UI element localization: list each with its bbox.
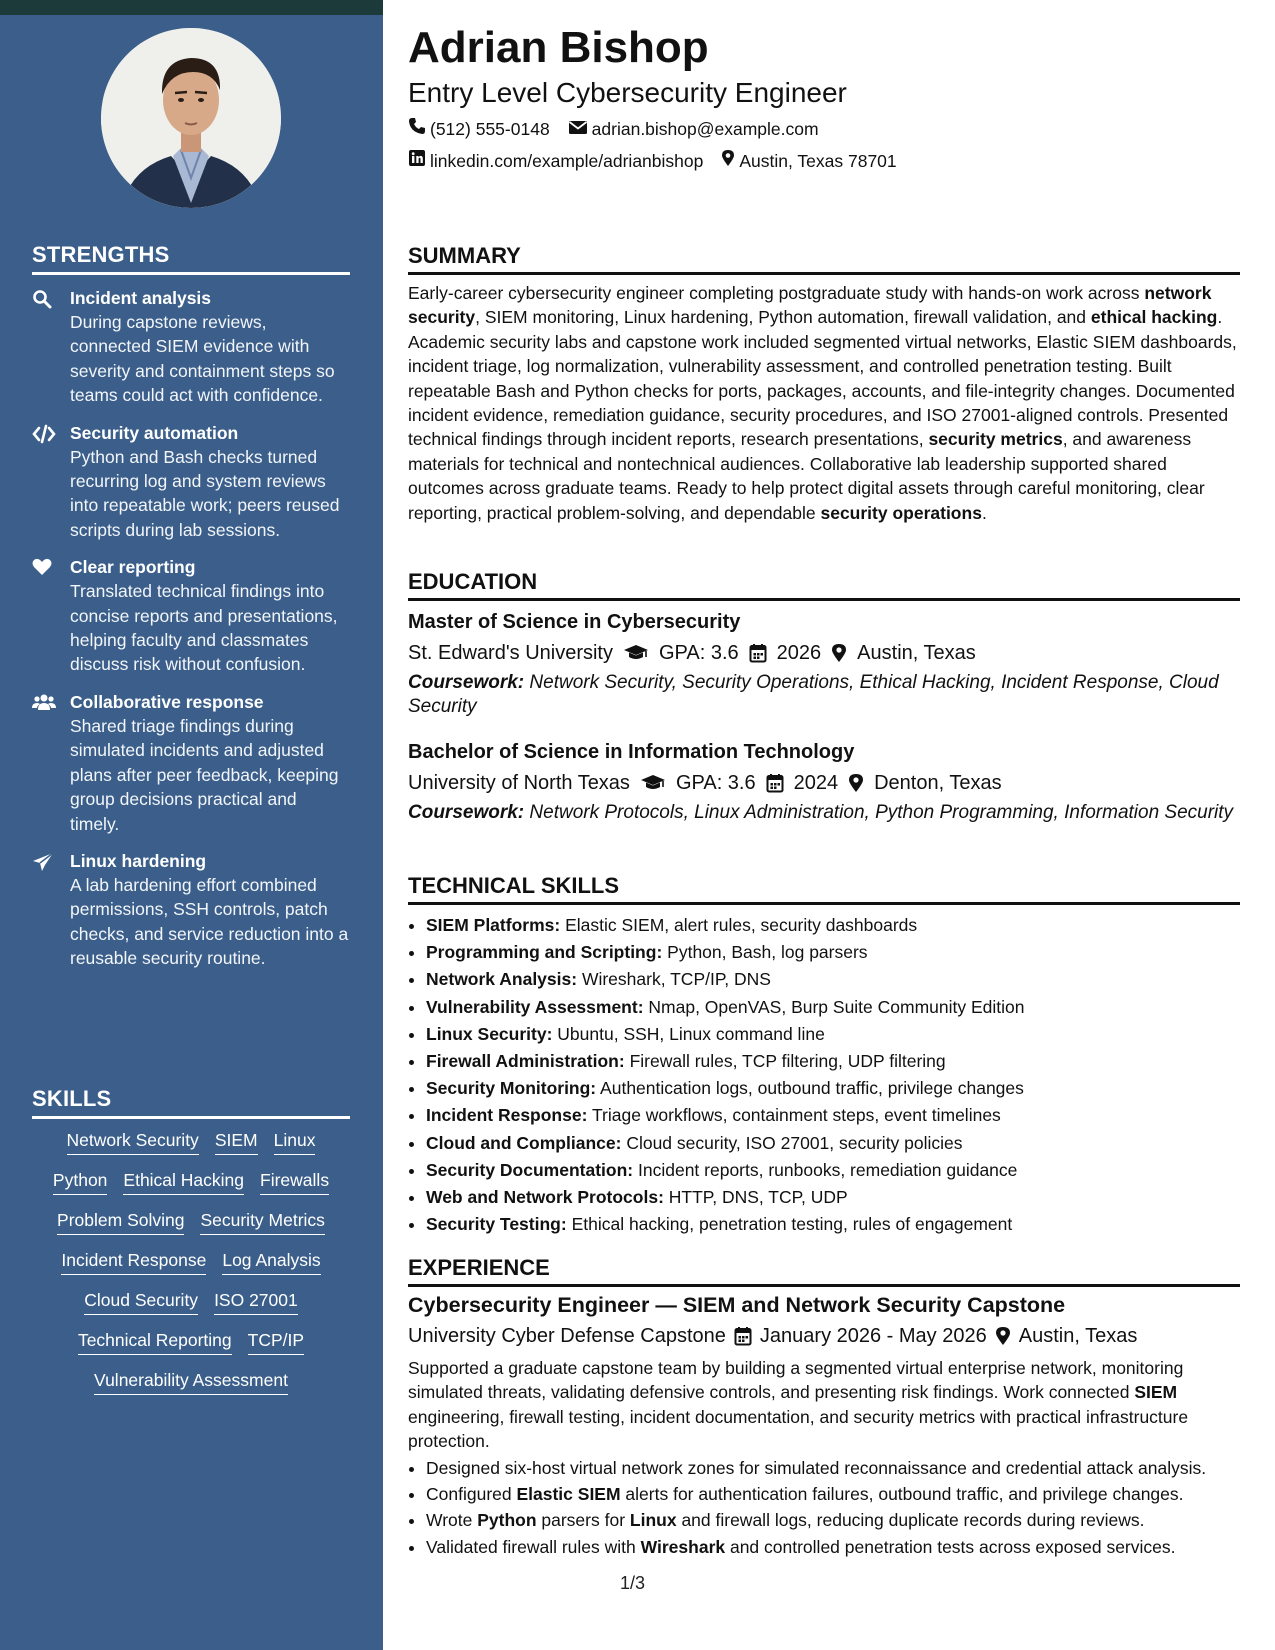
experience-entry	[408, 1292, 1240, 1559]
map-pin-icon	[831, 643, 847, 663]
skill-tag[interactable]: Technical Reporting	[78, 1328, 232, 1355]
skill-tag[interactable]: Python	[53, 1168, 107, 1195]
tech-skill-value: Ethical hacking, penetration testing, rules of engagement	[571, 1214, 1013, 1235]
experience-meta	[408, 1322, 1240, 1350]
tech-skill-label: Programming and Scripting:	[426, 942, 663, 963]
text-run: Designed six-host virtual network zones for simulated reconnaissance and credential attack analysis.	[426, 1457, 1207, 1478]
text-run: and controlled penetration tests across exposed services.	[725, 1536, 1176, 1557]
experience-dates: January 2026 - May 2026	[759, 1325, 987, 1347]
phone-text: (512) 555-0148	[430, 119, 550, 139]
strength-desc: Shared triage findings during simulated incidents and adjusted plans after peer feedback, keeping group decisions practical and timely.	[70, 715, 339, 834]
skill-tag[interactable]: SIEM	[215, 1128, 258, 1155]
text-run: engineering, firewall testing, incident documentation, and security metrics with practical infrastructure protection.	[408, 1406, 1189, 1452]
summary-text	[408, 281, 1240, 525]
text-run: Early-career cybersecurity engineer completing postgraduate study with hands-on work across	[408, 283, 1145, 303]
experience-bullet	[426, 1508, 1240, 1532]
emphasis-text: Wireshark	[640, 1536, 726, 1557]
tech-skill-value: Python, Bash, log parsers	[667, 942, 868, 963]
emphasis-text: SIEM	[1134, 1382, 1178, 1403]
strength-item	[32, 849, 350, 971]
tech-skill-item	[426, 1184, 1240, 1211]
emphasis-text: Linux	[629, 1510, 677, 1531]
emphasis-text: security metrics	[928, 429, 1063, 450]
phone-icon	[408, 116, 430, 142]
tech-skill-value: Cloud security, ISO 27001, security policies	[626, 1132, 963, 1153]
search-icon	[32, 286, 70, 408]
tech-skill-label: Cloud and Compliance:	[426, 1132, 622, 1153]
coursework	[408, 671, 1240, 719]
contact-row	[408, 116, 1240, 142]
gpa-text: GPA: 3.6	[659, 642, 739, 664]
emphasis-text: network security	[408, 283, 1212, 328]
skill-tag[interactable]: Security Metrics	[200, 1208, 324, 1235]
school-name: University of North Texas	[408, 772, 630, 794]
skill-tag[interactable]: Incident Response	[61, 1248, 206, 1275]
experience-bullet	[426, 1535, 1240, 1559]
tech-skill-item	[426, 1157, 1240, 1184]
tech-skill-label: Security Monitoring:	[426, 1078, 597, 1099]
school-name: St. Edward's University	[408, 642, 613, 664]
linkedin-contact[interactable]	[408, 148, 703, 174]
code-icon	[32, 421, 70, 543]
skill-tag[interactable]: Network Security	[67, 1128, 199, 1155]
tech-skill-label: Web and Network Protocols:	[426, 1187, 664, 1208]
contact-row-2	[408, 148, 1240, 174]
emphasis-text: ethical hacking	[1090, 307, 1218, 328]
experience-bullet	[426, 1482, 1240, 1506]
education-meta	[408, 639, 1240, 667]
skill-tag[interactable]: TCP/IP	[248, 1328, 304, 1355]
calendar-icon	[766, 773, 784, 793]
coursework	[408, 801, 1240, 825]
text-run: and firewall logs, reducing duplicate records during reviews.	[676, 1510, 1145, 1531]
tech-skill-value: Authentication logs, outbound traffic, privilege changes	[600, 1078, 1024, 1099]
coursework-list: Network Security, Security Operations, Ethical Hacking, Incident Response, Cloud Security	[408, 672, 1219, 717]
coursework-label: Coursework:	[408, 802, 525, 823]
email-text: adrian.bishop@example.com	[591, 119, 819, 139]
avatar	[101, 28, 281, 208]
strength-desc: A lab hardening effort combined permissions, SSH controls, patch checks, and service reduction into a reusable security routine.	[70, 874, 349, 969]
tech-skill-value: Nmap, OpenVAS, Burp Suite Community Edition	[648, 996, 1025, 1017]
technical-skills-list	[408, 912, 1240, 1238]
calendar-icon	[749, 643, 767, 663]
skill-tag[interactable]: Problem Solving	[57, 1208, 184, 1235]
skill-tag[interactable]: Firewalls	[260, 1168, 329, 1195]
emphasis-text: Python	[477, 1510, 537, 1531]
experience-bullets	[408, 1456, 1240, 1560]
coursework-label: Coursework:	[408, 672, 525, 693]
gpa-text: GPA: 3.6	[675, 772, 756, 794]
tech-skill-label: SIEM Platforms:	[426, 915, 561, 935]
strength-item	[32, 555, 350, 677]
strength-item	[32, 421, 350, 543]
skill-tag[interactable]: Linux	[274, 1128, 316, 1155]
school-location: Austin, Texas	[857, 642, 976, 664]
text-run: parsers for	[536, 1510, 630, 1531]
strength-title: Linux hardening	[70, 850, 207, 871]
email-contact[interactable]	[568, 116, 819, 142]
text-run: Supported a graduate capstone team by building a segmented virtual enterprise network, monitoring simulated threats, validating defensive controls, and presenting risk findings. Work connected	[408, 1358, 1184, 1403]
tech-skill-item	[426, 1211, 1240, 1238]
job-title: Entry Level Cybersecurity Engineer	[408, 77, 847, 108]
tech-skill-label: Network Analysis:	[426, 969, 578, 990]
map-pin-icon	[848, 773, 864, 793]
strength-title: Collaborative response	[70, 691, 264, 712]
heart-icon	[32, 555, 70, 677]
tech-skill-item	[426, 1021, 1240, 1048]
emphasis-text: Elastic SIEM	[516, 1484, 621, 1505]
users-icon	[32, 690, 70, 836]
degree-title: Bachelor of Science in Information Technology	[408, 741, 855, 763]
strength-title: Security automation	[70, 422, 239, 443]
envelope-icon	[568, 116, 592, 142]
summary-heading: SUMMARY	[408, 242, 1240, 275]
education-heading: EDUCATION	[408, 568, 1240, 601]
experience-bullet	[426, 1456, 1240, 1480]
experience-title: Cybersecurity Engineer — SIEM and Network Security Capstone	[408, 1293, 1066, 1317]
emphasis-text: security operations	[820, 502, 982, 523]
skill-tag[interactable]: Cloud Security	[84, 1288, 198, 1315]
map-pin-icon	[721, 148, 739, 174]
text-run: .	[981, 502, 987, 523]
skills-heading: SKILLS	[32, 1086, 350, 1119]
skill-tag[interactable]: Log Analysis	[222, 1248, 320, 1275]
tech-skill-item	[426, 1102, 1240, 1129]
tech-skill-value: HTTP, DNS, TCP, UDP	[668, 1187, 848, 1208]
skills-tags	[32, 1128, 350, 1395]
strength-desc: During capstone reviews, connected SIEM evidence with severity and containment steps so teams could act with confidence.	[70, 312, 335, 406]
location-text: Austin, Texas 78701	[739, 151, 897, 171]
graduation-cap-icon	[623, 644, 649, 662]
page-number: 1/3	[620, 1573, 646, 1593]
graduation-cap-icon	[640, 774, 666, 792]
graduation-year: 2024	[793, 772, 839, 794]
text-run: Validated firewall rules with	[426, 1536, 641, 1557]
text-run: , and awareness materials for technical and nontechnical audiences. Collaborative lab leadership supported shared outcomes across graduate teams. Ready to help protect digital assets through careful monitoring, clear reporting, practical problem-solving, and dependable	[408, 429, 1205, 523]
text-run: Wrote	[426, 1510, 478, 1531]
strengths-list	[32, 286, 350, 984]
degree-title: Master of Science in Cybersecurity	[408, 611, 741, 633]
experience-description	[408, 1356, 1240, 1454]
tech-skill-label: Firewall Administration:	[426, 1051, 625, 1072]
calendar-icon	[734, 1326, 752, 1346]
text-run: . Academic security labs and capstone work included segmented virtual networks, Elastic SIEM dashboards, incident triage, log normalization, vulnerability assessment, and controlled penetration testing. Built repeatable Bash and Python checks for ports, packages, accounts, and file-integrity changes. Documented incident evidence, remediation guidance, security procedures, and ISO 27001-aligned controls. Presented technical findings through incident reports, research presentations,	[408, 307, 1237, 450]
tech-skill-label: Vulnerability Assessment:	[426, 996, 644, 1017]
skill-tag[interactable]: Ethical Hacking	[123, 1168, 244, 1195]
school-location: Denton, Texas	[874, 772, 1002, 794]
education-entry	[408, 739, 1240, 825]
strength-item	[32, 690, 350, 836]
phone-contact[interactable]	[408, 116, 550, 142]
education-meta	[408, 769, 1240, 797]
map-pin-icon	[995, 1326, 1011, 1346]
strengths-heading: STRENGTHS	[32, 242, 350, 275]
experience-location: Austin, Texas	[1018, 1325, 1138, 1347]
tech-skill-value: Ubuntu, SSH, Linux command line	[557, 1023, 825, 1044]
tech-skill-value: Wireshark, TCP/IP, DNS	[581, 969, 771, 990]
text-run: Configured	[426, 1484, 517, 1505]
education-entry	[408, 609, 1240, 719]
strength-title: Incident analysis	[70, 288, 212, 308]
paper-plane-icon	[32, 849, 70, 971]
tech-skill-item	[426, 912, 1240, 939]
resume-header	[408, 22, 1240, 174]
strength-desc: Translated technical findings into concise reports and presentations, helping faculty and classmates discuss risk without confusion.	[70, 581, 338, 675]
sidebar-top-strip	[0, 0, 383, 15]
tech-skill-value: Triage workflows, containment steps, event timelines	[591, 1105, 1001, 1126]
tech-skill-item	[426, 994, 1240, 1021]
experience-heading: EXPERIENCE	[408, 1254, 1240, 1287]
location-contact	[721, 148, 896, 174]
tech-skill-value: Firewall rules, TCP filtering, UDP filtering	[629, 1051, 946, 1072]
strength-desc: Python and Bash checks turned recurring log and system reviews into repeatable work; peers reused scripts during lab sessions.	[70, 446, 340, 540]
text-run: alerts for authentication failures, outbound traffic, and privilege changes.	[620, 1484, 1184, 1505]
tech-skill-label: Linux Security:	[426, 1023, 553, 1044]
experience-org: University Cyber Defense Capstone	[408, 1325, 726, 1347]
coursework-list: Network Protocols, Linux Administration, Python Programming, Information Security	[529, 802, 1234, 823]
candidate-name: Adrian Bishop	[408, 23, 709, 72]
strength-title: Clear reporting	[70, 557, 196, 578]
tech-skill-value: Elastic SIEM, alert rules, security dashboards	[565, 915, 918, 935]
tech-skill-label: Security Testing:	[426, 1214, 567, 1235]
tech-skill-item	[426, 1075, 1240, 1102]
sidebar	[0, 0, 383, 1650]
tech-skill-label: Incident Response:	[426, 1105, 588, 1126]
tech-skill-value: Incident reports, runbooks, remediation guidance	[638, 1159, 1018, 1180]
linkedin-icon	[408, 148, 430, 174]
skill-tag[interactable]: ISO 27001	[214, 1288, 298, 1315]
tech-skill-item	[426, 1130, 1240, 1157]
tech-skill-item	[426, 966, 1240, 993]
technical-skills-heading: TECHNICAL SKILLS	[408, 872, 1240, 905]
tech-skill-label: Security Documentation:	[426, 1159, 634, 1180]
strength-item	[32, 286, 350, 408]
linkedin-text: linkedin.com/example/adrianbishop	[430, 151, 704, 171]
skill-tag[interactable]: Vulnerability Assessment	[94, 1368, 288, 1395]
tech-skill-item	[426, 939, 1240, 966]
tech-skill-item	[426, 1048, 1240, 1075]
text-run: , SIEM monitoring, Linux hardening, Python automation, firewall validation, and	[475, 307, 1091, 328]
graduation-year: 2026	[776, 642, 822, 664]
